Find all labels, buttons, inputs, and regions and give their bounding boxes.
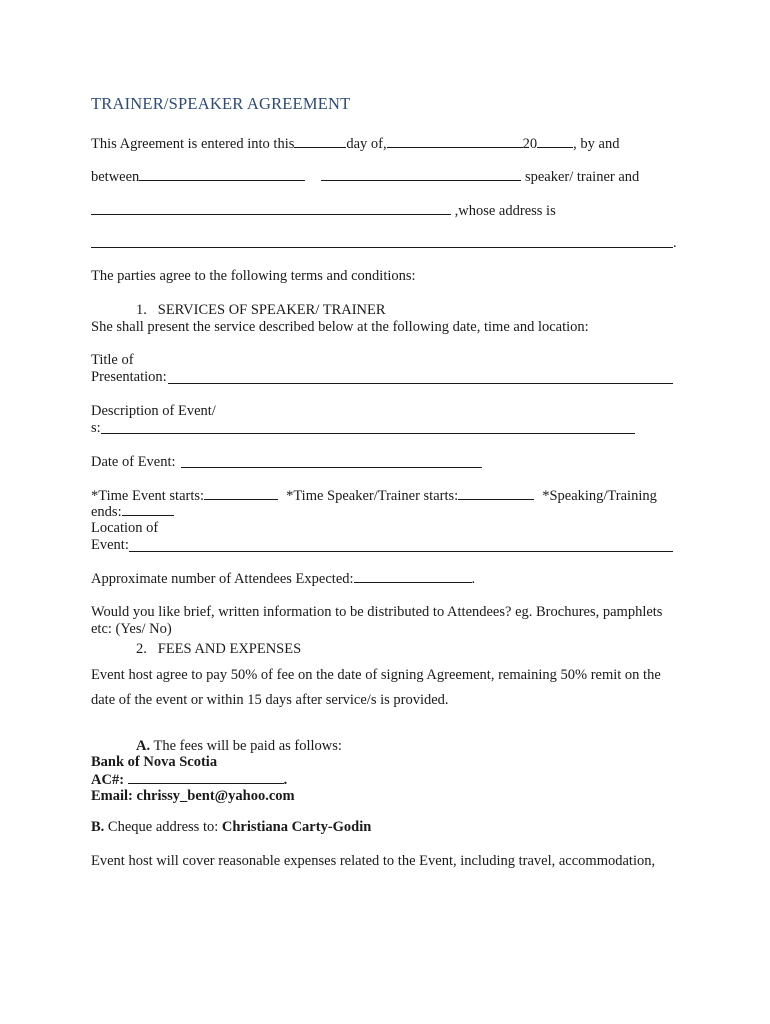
section-2-number: 2. (136, 641, 147, 657)
fees-a-text: The fees will be paid as follows: (153, 738, 342, 754)
account-period: . (283, 772, 288, 788)
party-one-blank[interactable] (139, 168, 305, 181)
intro-address: ,whose address is (454, 203, 556, 219)
fees-a-row (136, 738, 342, 755)
attendees-field[interactable] (354, 570, 472, 583)
speaking-ends-label-1: *Speaking/Training (542, 488, 657, 504)
cheque-label: B. (91, 819, 105, 835)
location-of-event-field[interactable] (129, 551, 673, 552)
fees-paragraph-1: Event host agree to pay 50% of fee on the date of signing Agreement, remaining 50% remit on the (91, 667, 661, 683)
section-2-heading (136, 641, 301, 658)
email-line: Email: chrissy_bent@yahoo.com (91, 788, 295, 804)
account-number-field[interactable] (128, 771, 284, 784)
brief-question-2: etc: (Yes/ No) (91, 621, 172, 637)
intro-line-2 (91, 168, 639, 186)
title-label-1: Title of (91, 352, 134, 368)
date-label: Date of Event: (91, 454, 176, 470)
intro-text-d: , by and (573, 136, 620, 152)
section-2-title: FEES AND EXPENSES (157, 641, 302, 657)
section-1-description: She shall present the service described below at the following date, time and location: (91, 319, 589, 335)
fees-paragraph-2: date of the event or within 15 days after service/s is provided. (91, 692, 449, 708)
month-blank[interactable] (387, 135, 523, 148)
party-two-blank[interactable] (321, 168, 521, 181)
speaking-ends-label-2: ends: (91, 504, 122, 520)
section-1-heading (136, 302, 386, 319)
attendees-row (91, 570, 475, 588)
speaking-ends-field[interactable] (122, 503, 174, 516)
time-event-starts-field[interactable] (204, 487, 278, 500)
location-label-1: Location of (91, 520, 159, 536)
intro-text-a: This Agreement is entered into this (91, 136, 295, 152)
time-event-starts-label: *Time Event starts: (91, 488, 205, 504)
address-period: . (673, 235, 677, 251)
account-label: AC#: (91, 772, 125, 788)
section-1-number: 1. (136, 302, 147, 318)
intro-line-1 (91, 135, 619, 153)
day-blank[interactable] (294, 135, 346, 148)
cheque-text: Cheque address to: (107, 819, 219, 835)
description-of-event-field[interactable] (101, 433, 635, 434)
intro-line-3 (91, 202, 556, 220)
description-label-2: s: (91, 420, 101, 436)
brief-question-1: Would you like brief, written information to be distributed to Attendees? eg. Brochures, pamphlets (91, 604, 663, 620)
intro-text-c: 20 (522, 136, 538, 152)
location-label-2: Event: (91, 537, 129, 553)
attendees-label: Approximate number of Attendees Expected: (91, 571, 354, 587)
host-name-blank[interactable] (91, 202, 451, 215)
intro-speaker-trainer: speaker/ trainer and (524, 169, 640, 185)
title-of-presentation-field[interactable] (168, 383, 673, 384)
title-label-2: Presentation: (91, 369, 167, 385)
time-speaker-starts-label: *Time Speaker/Trainer starts: (286, 488, 459, 504)
time-row (91, 487, 657, 505)
time-speaker-starts-field[interactable] (458, 487, 534, 500)
cheque-name: Christiana Carty-Godin (221, 819, 372, 835)
document-title: TRAINER/SPEAKER AGREEMENT (91, 94, 351, 113)
year-blank[interactable] (537, 135, 573, 148)
account-row (91, 771, 287, 789)
intro-between: between (91, 169, 140, 185)
intro-text-b: day of, (346, 136, 387, 152)
speaking-ends-row (91, 503, 174, 521)
section-1-title: SERVICES OF SPEAKER/ TRAINER (157, 302, 386, 318)
date-of-event-field[interactable] (181, 467, 482, 468)
expenses-paragraph: Event host will cover reasonable expenses related to the Event, including travel, accommodation, (91, 853, 656, 869)
attendees-period: . (471, 571, 476, 587)
address-blank[interactable] (91, 247, 673, 248)
cheque-row (91, 819, 371, 836)
description-label-1: Description of Event/ (91, 403, 216, 419)
parties-statement: The parties agree to the following terms and conditions: (91, 268, 416, 284)
bank-name: Bank of Nova Scotia (91, 754, 218, 770)
fees-a-label: A. (136, 738, 151, 754)
